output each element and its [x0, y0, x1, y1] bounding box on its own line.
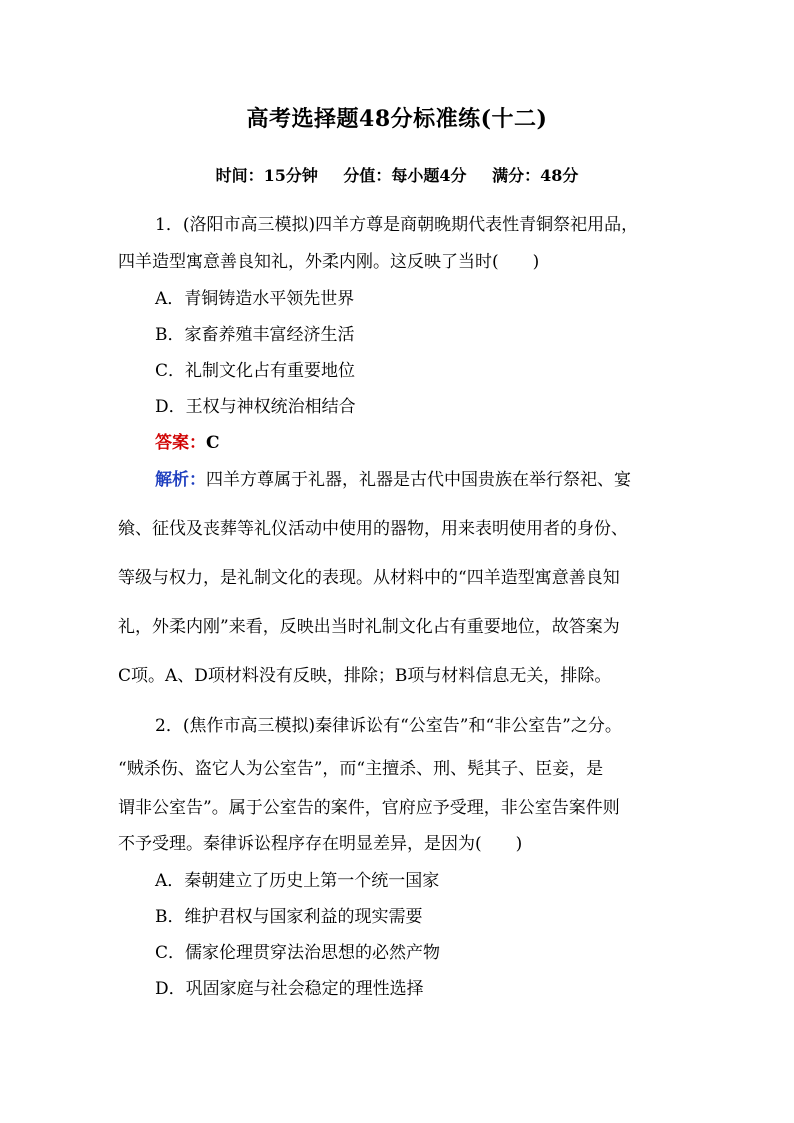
question-2-option-a: A．秦朝建立了历史上第一个统一国家 — [155, 871, 440, 891]
analysis-label: 解析： — [155, 470, 206, 490]
answer-label: 答案： — [155, 433, 206, 453]
page-title: 高考选择题48分标准练(十二) — [246, 106, 548, 132]
question-1-analysis-line-1 — [155, 465, 695, 490]
question-1-option-d: D．王权与神权统治相结合 — [155, 397, 356, 417]
question-2-stem-line-3: 谓非公室告”。属于公室告的案件，官府应予受理，非公室告案件则 — [118, 798, 620, 818]
question-1-stem-line-2: 四羊造型寓意善良知礼，外柔内刚。这反映了当时( ) — [118, 252, 540, 272]
score-each-info: 分值：每小题4分 — [343, 166, 467, 185]
question-2-option-b: B．维护君权与国家利益的现实需要 — [155, 907, 423, 927]
answer-value: C — [206, 433, 220, 453]
question-1-analysis-line-2: 飨、征伐及丧葬等礼仪活动中使用的器物，用来表明使用者的身份、 — [118, 519, 628, 539]
time-info: 时间：15分钟 — [215, 166, 318, 185]
question-1-option-a: A．青铜铸造水平领先世界 — [155, 289, 355, 309]
question-1-analysis-line-5: C项。A、D项材料没有反映，排除；B项与材料信息无关，排除。 — [118, 666, 612, 686]
question-2-option-d: D．巩固家庭与社会稳定的理性选择 — [155, 979, 424, 999]
question-1-stem-line-1: 1．(洛阳市高三模拟)四羊方尊是商朝晚期代表性青铜祭祀用品， — [155, 215, 639, 235]
question-2-stem-line-4: 不予受理。秦律诉讼程序存在明显差异，是因为( ) — [118, 834, 523, 854]
question-2-stem-line-1: 2．(焦作市高三模拟)秦律诉讼有“公室告”和“非公室告”之分。 — [155, 716, 622, 736]
full-score-info: 满分：48分 — [492, 166, 579, 185]
question-1-analysis-line-4: 礼，外柔内刚”来看，反映出当时礼制文化占有重要地位，故答案为 — [118, 617, 620, 637]
question-1-answer — [155, 428, 220, 453]
exam-meta — [0, 163, 794, 186]
question-2-stem-line-2: “贼杀伤、盗它人为公室告”，而“主擅杀、刑、髡其子、臣妾，是 — [118, 759, 604, 779]
question-1-option-c: C．礼制文化占有重要地位 — [155, 361, 356, 381]
question-1-option-b: B．家畜养殖丰富经济生活 — [155, 325, 355, 345]
question-2-option-c: C．儒家伦理贯穿法治思想的必然产物 — [155, 943, 441, 963]
analysis-text: 四羊方尊属于礼器，礼器是古代中国贵族在举行祭祀、宴 — [206, 470, 631, 490]
question-1-analysis-line-3: 等级与权力，是礼制文化的表现。从材料中的“四羊造型寓意善良知 — [118, 568, 620, 588]
